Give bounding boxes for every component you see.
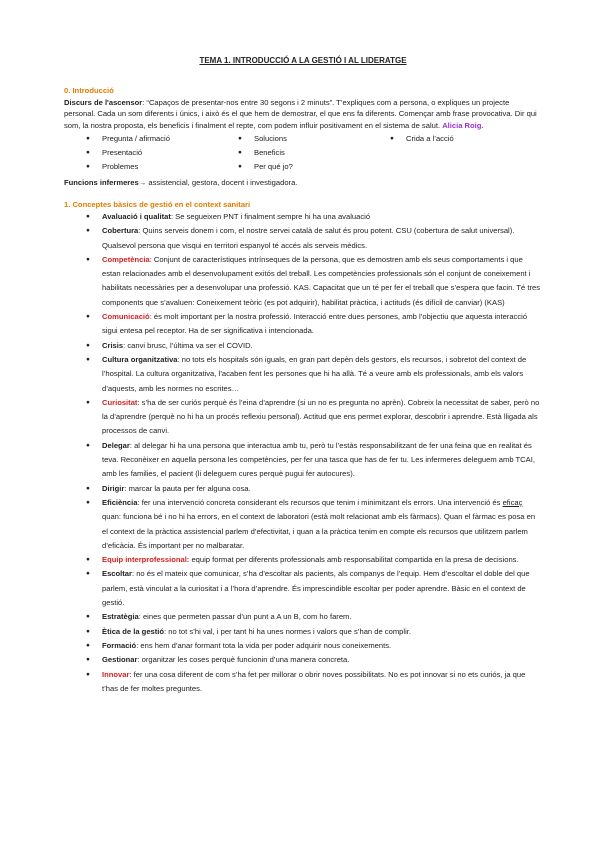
list-item: ● Pregunta / afirmació <box>86 132 238 146</box>
term: Curiositat <box>102 397 138 407</box>
definition: : marcar la pauta per fer alguna cosa. <box>124 483 251 493</box>
concept-dirigir <box>86 482 542 496</box>
funcions-text: → assistencial, gestora, docent i investigadora. <box>138 178 298 187</box>
definition: : ens hem d’anar formant tota la vida per poder adquirir nous coneixements. <box>136 640 392 650</box>
term: Competència <box>102 254 150 264</box>
list-item: ● Beneficis <box>238 146 390 160</box>
definition: : organitzar les coses perquè funcionin d’una manera concreta. <box>137 655 350 665</box>
concept-innovar <box>86 668 542 697</box>
list-item: ● Per qué jo? <box>238 160 390 174</box>
definition: : no és el mateix que comunicar, s’ha d’escoltar als pacients, als companys de l’equip. Hem d’escoltar el doble del que parlem, està vinculat a la curiositat i a l’hora d’aprendre. És imprescindible escoltar per poder aprendre. Bàsic en el context de gestió. <box>102 569 530 608</box>
term: Equip interprofessional: <box>102 555 190 565</box>
term: Escoltar <box>102 569 132 579</box>
term: Eficiència <box>102 497 138 507</box>
definition: : canvi brusc, l’última va ser el COVID. <box>123 340 253 350</box>
definition: : fer una cosa diferent de com s’ha fet per millorar o obrir noves possibilitats. No es pot innovar si no ets curiós, ja que t’has de fer moltes preguntes. <box>102 669 526 693</box>
term: Avaluació i qualitat <box>102 212 171 221</box>
term: Dirigir <box>102 483 125 493</box>
definition: : s’ha de ser curiós perquè és l’eina d’aprendre (si un no es pregunta no aprèn). Cobreix la necessitat de saber, però no la d’aprendre (perquè no hi ha un procés reflexiu personal). Actitud que ens permet explorar, descobrir i aprendre. Està lligada als processos de canvi. <box>102 397 540 436</box>
section-1-heading: 1. Conceptes bàsics de gestió en el context sanitari <box>64 199 251 209</box>
definition: : Conjunt de característiques intrínseques de la persona, que es demostren amb els seus comportaments i que estan relacionades amb el desenvolupament exitós del treball. Les competències professionals són el conjunt de coneixement i habilitats necessàries per a desenvolupar una professió. KAS. Capacitat que un té per fer el treball que s’espera que facin. Té tres components que s’avaluen: Coneixement teòric (es pot adquirir), habilitat pràctica, i actituds (és difícil de canviar) (KAS) <box>102 254 541 307</box>
discurs-label: Discurs de l'ascensor <box>64 97 143 107</box>
concept-etica <box>86 625 542 639</box>
concept-crisis <box>86 339 542 353</box>
concept-curiositat <box>86 396 542 439</box>
document-page <box>64 56 542 696</box>
concept-delegar <box>86 439 542 482</box>
definition: : no tots els hospitals són iguals, en gran part depèn dels gestors, els recursos, i sobretot del context de l’hospital. La cultura organitzativa, l’acaben fent les persones que hi ha allà. Té a veure amb els professionals, amb els valors d’aquests, amb les normes no escrites… <box>102 354 527 393</box>
definition-cont: quan: funciona bé i no hi ha errors, en el context de laboratori (està molt relacionat amb els fàrmacs). Quan el fàrmac es posa en el context de la pràctica assistencial parlem d’efectivitat, i quan a la pràctica tenim en compte els recursos que utilitzem parlem d’eficàcia. És important per no malbaratar. <box>102 512 536 550</box>
underlined-word: eficaç <box>502 497 523 507</box>
page-title: TEMA 1. INTRODUCCIÓ A LA GESTIÓ I AL LIDERATGE <box>199 56 407 65</box>
concept-comunicacio <box>86 310 542 339</box>
definition: : eines que permeten passar d’un punt a A un B, com ho farem. <box>138 612 352 622</box>
discurs-paragraph <box>64 97 542 132</box>
pitch-elements-list <box>86 132 542 174</box>
definition: equip format per diferents professionals amb responsabilitat compartida en la presa de decisions. <box>189 555 519 565</box>
term: Formació <box>102 640 137 650</box>
funcions-label: Funcions infermeres <box>64 178 139 187</box>
concept-escoltar <box>86 567 542 610</box>
section-0-heading: 0. Introducció <box>64 86 114 95</box>
list-item: ● Presentació <box>86 146 238 160</box>
definition: : fer una intervenció concreta considerant els recursos que tenim i minimitzant els errors. Una intervenció és <box>137 497 503 507</box>
definition: : al delegar hi ha una persona que interactua amb tu, però tu l’estàs responsabilitzant de fer una feina que en realitat és teva. Reconèixer en aquella persona les competències, per fer una tasca que has de fer tu. Les infermeres deleguem amb TCAI, amb les families, el pacient (li deleguem cures perquè pugui fer autocures). <box>102 440 535 479</box>
list-item: ● Crida a l’acció <box>390 132 542 146</box>
term: Innovar <box>102 669 130 679</box>
concept-equip <box>86 553 542 567</box>
term: Estratègia <box>102 612 139 622</box>
concept-estrategia <box>86 610 542 624</box>
definition: : Quins serveis donem i com, el nostre servei català de salut és prou potent. CSU (cobertura de salut universal). Qualsevol persona que visqui en territori espanyol té accés als serveis mèdics. <box>102 226 515 250</box>
concept-avaluacio <box>86 210 542 224</box>
term: Cultura organitzativa <box>102 354 178 364</box>
list-item: ● Problemes <box>86 160 238 174</box>
definition: : no tot s’hi val, i per tant hi ha unes normes i valors que s’han de complir. <box>164 626 411 636</box>
term: Cobertura <box>102 226 139 236</box>
concept-eficiencia <box>86 496 542 553</box>
term: Delegar <box>102 440 130 450</box>
concept-cultura <box>86 353 542 396</box>
concepts-list <box>64 210 542 696</box>
term: Comunicació <box>102 312 150 322</box>
concept-formacio <box>86 639 542 653</box>
list-item: ● Solucions <box>238 132 390 146</box>
term: Crisis <box>102 340 124 350</box>
term: Ètica de la gestió <box>102 626 165 636</box>
term: Gestionar <box>102 655 138 665</box>
definition: : Se segueixen PNT i finalment sempre hi ha una avaluació <box>170 212 371 221</box>
funcions-paragraph <box>64 177 542 189</box>
discurs-text: : “Capaços de presentar-nos entre 30 segons i 2 minuts”. T’expliques com a persona, o expliques un projecte personal. Cada un som diferents i únics, i això és el que hem de demostrar, el que ens fa diferents. Començar amb frase provocativa. Dir qui som, la nostra proposta, els beneficis i finalment el repte, com podem influir positivament en el sistema de salut. <box>64 97 537 130</box>
definition: : és molt important per la nostra professió. Interacció entre dues persones, amb l’objectiu que aquesta interacció sigui entesa pel receptor. Ha de ser significativa i intencionada. <box>102 312 528 336</box>
concept-gestionar <box>86 653 542 667</box>
concept-cobertura <box>86 224 542 253</box>
concept-competencia <box>86 253 542 310</box>
author-name: Alicia Roig. <box>442 120 484 130</box>
